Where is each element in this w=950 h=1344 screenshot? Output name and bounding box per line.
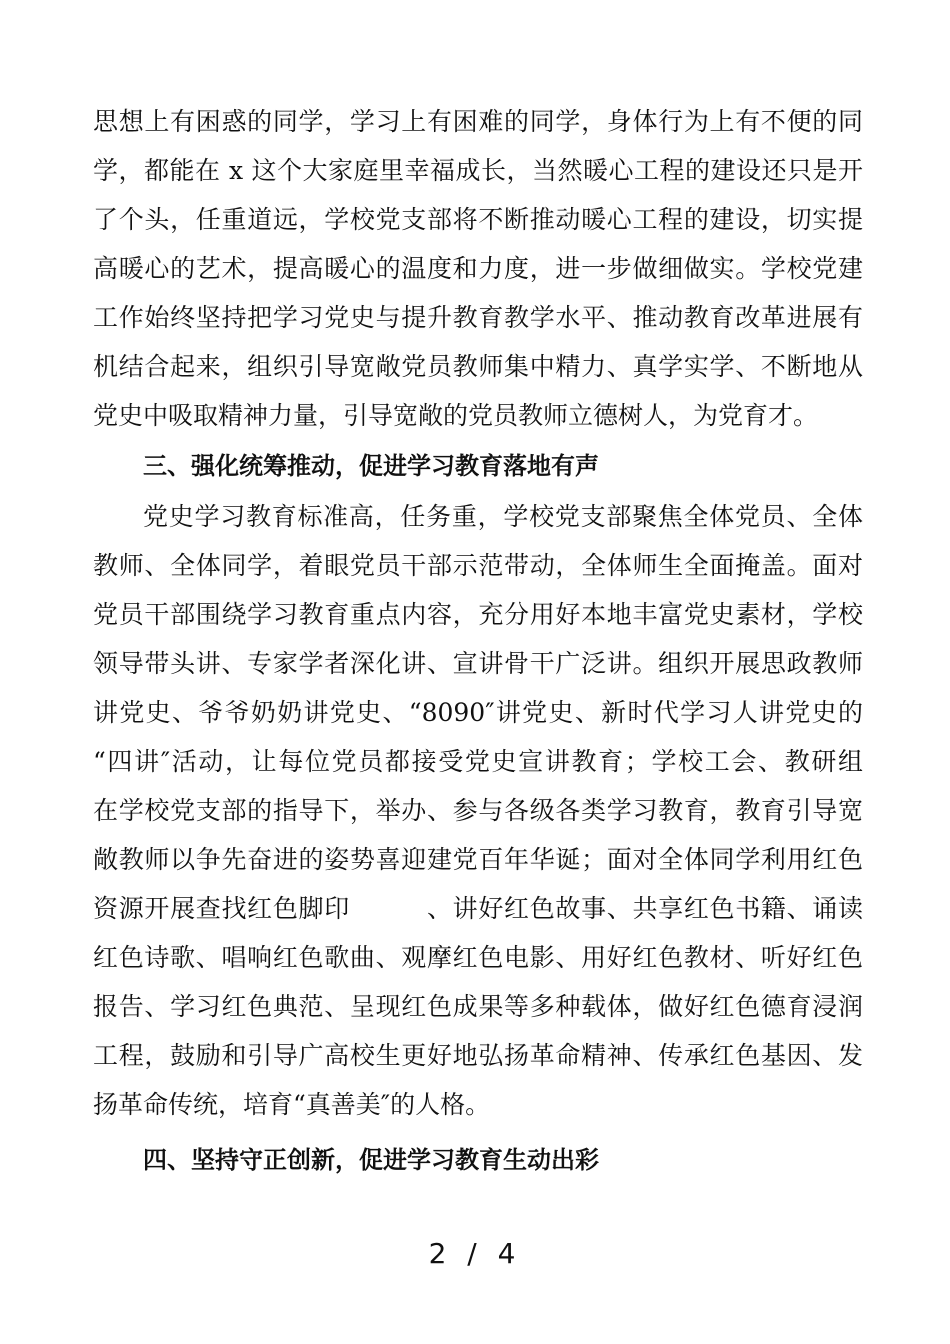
paragraph-2-line-11: 报告、学习红色典范、呈现红色成果等多种载体，做好红色德育浸润 (93, 992, 863, 1021)
paragraph-1-line-2: 学，都能在 x 这个大家庭里幸福成长，当然暖心工程的建设还只是开 (93, 156, 863, 185)
paragraph-1-line-4: 高暖心的艺术，提高暖心的温度和力度，进一步做细做实。学校党建 (93, 254, 863, 283)
paragraph-2-line-10: 红色诗歌、唱响红色歌曲、观摩红色电影、用好红色教材、听好红色 (93, 943, 863, 972)
paragraph-2-line-3: 党员干部围绕学习教育重点内容，充分用好本地丰富党史素材，学校 (93, 600, 863, 629)
section-heading-4: 四、坚持守正创新，促进学习教育生动出彩 (143, 1146, 599, 1174)
page-number: 2 / 4 (428, 1237, 522, 1270)
paragraph-1-line-6: 机结合起来，组织引导宽敞党员教师集中精力、真学实学、不断地从 (93, 352, 863, 381)
paragraph-1-line-7: 党史中吸取精神力量，引导宽敞的党员教师立德树人，为党育才。 (93, 401, 819, 430)
paragraph-2-line-4: 领导带头讲、专家学者深化讲、宣讲骨干广泛讲。组织开展思政教师 (93, 649, 863, 678)
paragraph-2-line-2: 教师、全体同学，着眼党员干部示范带动，全体师生全面掩盖。面对 (93, 551, 863, 580)
paragraph-2-line-9: 资源开展查找红色脚印 、讲好红色故事、共享红色书籍、诵读 (93, 894, 863, 923)
paragraph-2-line-13: 扬革命传统，培育“真善美″的人格。 (93, 1090, 491, 1119)
paragraph-2-line-7: 在学校党支部的指导下，举办、参与各级各类学习教育，教育引导宽 (93, 796, 863, 825)
section-heading-3: 三、强化统筹推动，促进学习教育落地有声 (143, 452, 599, 480)
paragraph-2-line-5: 讲党史、爷爷奶奶讲党史、“8090″讲党史、新时代学习人讲党史的 (93, 698, 863, 727)
paragraph-1-line-1: 思想上有困惑的同学，学习上有困难的同学，身体行为上有不便的同 (93, 107, 863, 136)
paragraph-2-line-1: 党史学习教育标准高，任务重，学校党支部聚焦全体党员、全体 (143, 502, 863, 531)
paragraph-2-line-12: 工程，鼓励和引导广高校生更好地弘扬革命精神、传承红色基因、发 (93, 1041, 863, 1070)
paragraph-1-line-3: 了个头，任重道远，学校党支部将不断推动暖心工程的建设，切实提 (93, 205, 863, 234)
paragraph-1-line-5: 工作始终坚持把学习党史与提升教育教学水平、推动教育改革进展有 (93, 303, 863, 332)
paragraph-2-line-8: 敞教师以争先奋进的姿势喜迎建党百年华诞；面对全体同学利用红色 (93, 845, 863, 874)
paragraph-2-line-6: “四讲″活动，让每位党员都接受党史宣讲教育；学校工会、教研组 (93, 747, 863, 776)
